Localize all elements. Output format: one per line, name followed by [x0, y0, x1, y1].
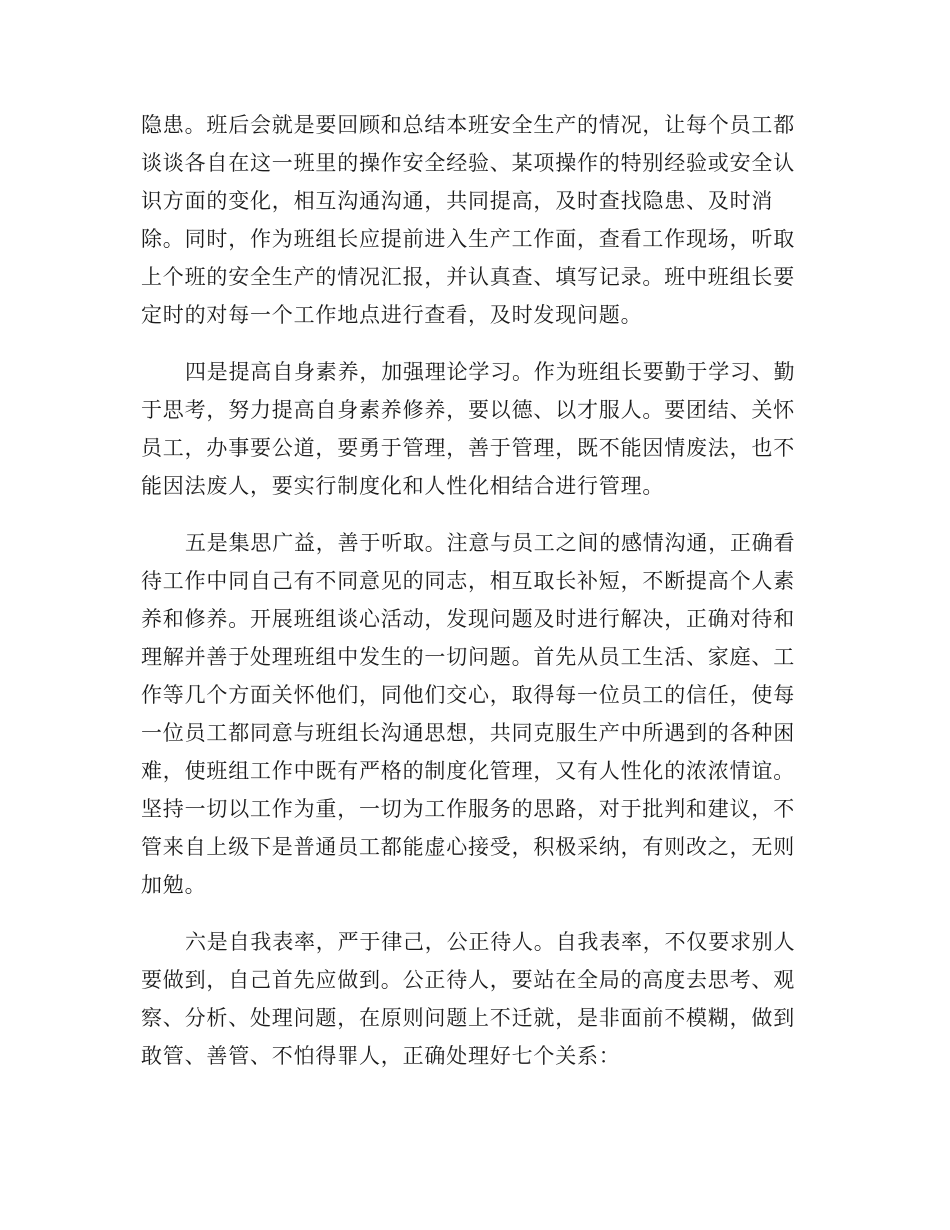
- line: 养和修养。开展班组谈心活动，发现问题及时进行解决，正确对待和: [141, 607, 795, 631]
- line: 管来自上级下是普通员工都能虚心接受，积极采纳，有则改之，无则: [141, 835, 795, 859]
- line: 待工作中同自己有不同意见的同志，相互取长补短，不断提高个人素: [141, 569, 795, 593]
- line: 上个班的安全生产的情况汇报，并认真查、填写记录。班中班组长要: [141, 265, 795, 289]
- paragraph-4: [141, 923, 809, 1075]
- line: 除。同时，作为班组长应提前进入生产工作面，查看工作现场，听取: [141, 227, 795, 251]
- paragraph-3: [141, 524, 809, 904]
- line: 难，使班组工作中既有严格的制度化管理，又有人性化的浓浓情谊。: [141, 759, 795, 783]
- line: 六是自我表率，严于律己，公正待人。自我表率，不仅要求别人: [185, 930, 796, 954]
- line: 加勉。: [141, 873, 207, 897]
- line: 察、分析、处理问题，在原则问题上不迁就，是非面前不模糊，做到: [141, 1006, 795, 1030]
- line: 隐患。班后会就是要回顾和总结本班安全生产的情况，让每个员工都: [141, 113, 795, 137]
- paragraph-2: [141, 353, 809, 505]
- line: 员工，办事要公道，要勇于管理，善于管理，既不能因情废法，也不: [141, 436, 795, 460]
- line: 谈谈各自在这一班里的操作安全经验、某项操作的特别经验或安全认: [141, 151, 795, 175]
- line: 识方面的变化，相互沟通沟通，共同提高，及时查找隐患、及时消: [141, 189, 774, 213]
- line: 理解并善于处理班组中发生的一切问题。首先从员工生活、家庭、工: [141, 645, 795, 669]
- line: 坚持一切以工作为重，一切为工作服务的思路，对于批判和建议，不: [141, 797, 795, 821]
- document-body: [141, 106, 809, 1094]
- line: 五是集思广益，善于听取。注意与员工之间的感情沟通，正确看: [185, 531, 796, 555]
- line: 于思考，努力提高自身素养修养，要以德、以才服人。要团结、关怀: [141, 398, 795, 422]
- line: 定时的对每一个工作地点进行查看，及时发现问题。: [141, 303, 643, 327]
- line: 要做到，自己首先应做到。公正待人，要站在全局的高度去思考、观: [141, 968, 795, 992]
- line: 作等几个方面关怀他们，同他们交心，取得每一位员工的信任，使每: [141, 683, 795, 707]
- line: 四是提高自身素养，加强理论学习。作为班组长要勤于学习、勤: [185, 360, 796, 384]
- line: 一位员工都同意与班组长沟通思想，共同克服生产中所遇到的各种困: [141, 721, 795, 745]
- paragraph-1: [141, 106, 809, 334]
- line: 能因法废人，要实行制度化和人性化相结合进行管理。: [141, 474, 665, 498]
- line: 敢管、善管、不怕得罪人，正确处理好七个关系：: [141, 1044, 621, 1068]
